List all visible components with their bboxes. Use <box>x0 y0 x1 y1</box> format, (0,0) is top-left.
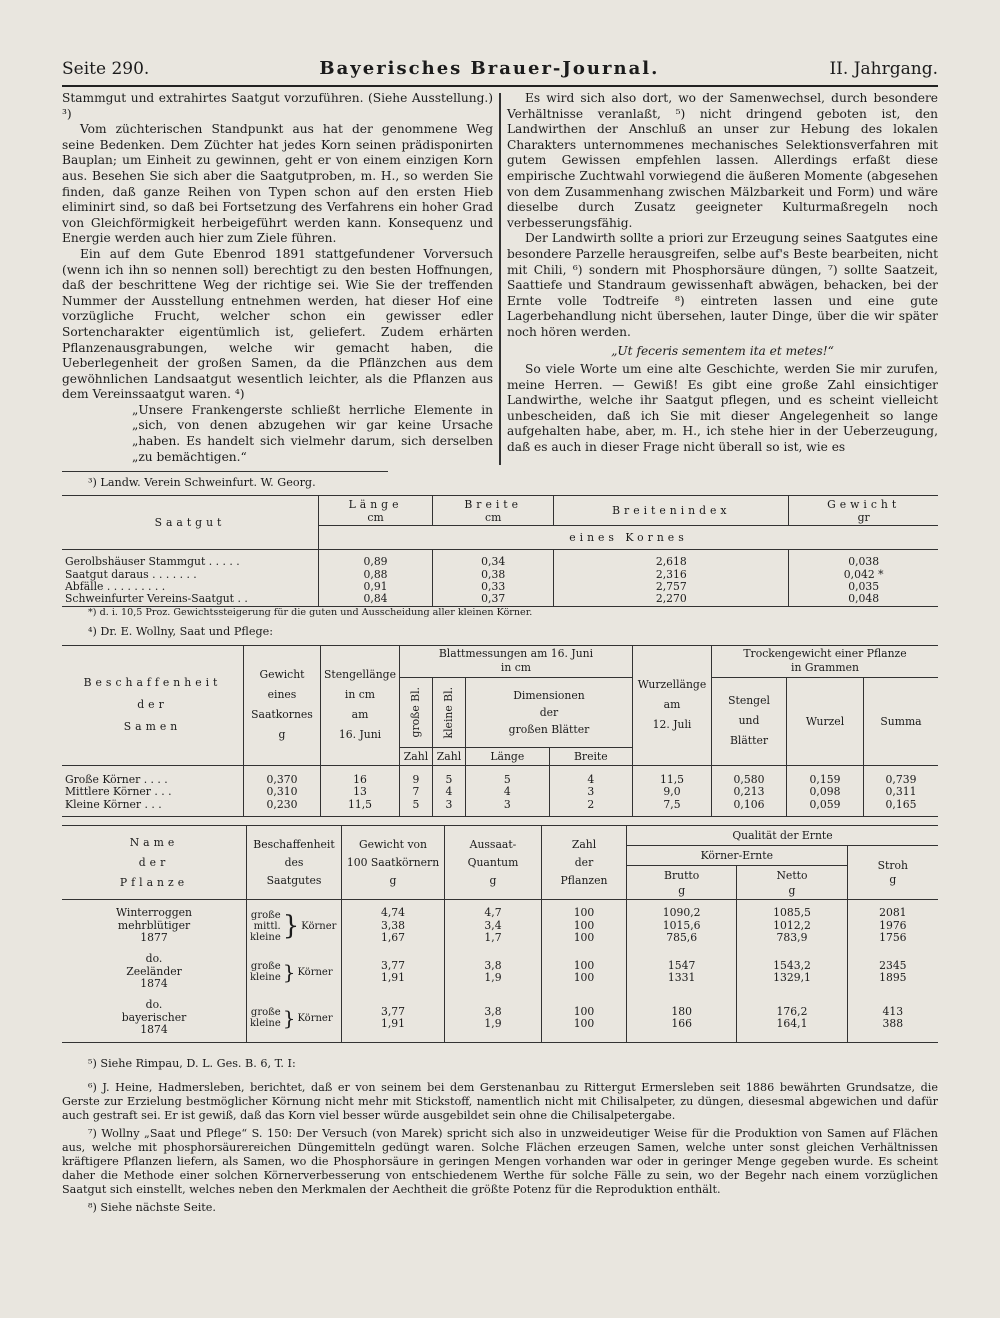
col-header-grosse-blaetter: große Bl. <box>399 677 432 747</box>
table-row: Große Körner . . . . 0,370 16 9 5 5 4 11,5 0,580 0,159 0,739 <box>62 774 938 786</box>
journal-title: Bayerisches Brauer-Journal. <box>319 58 660 79</box>
col-header-summa: Summa <box>864 677 939 765</box>
col-header-saatgut: Saatgut <box>62 496 319 550</box>
col-header-gewicht: Gewicht gr <box>789 496 938 526</box>
subheader-eines-kornes: eines Kornes <box>319 526 939 550</box>
table-row: Abfälle . . . . . . . . . 0,91 0,33 2,757 0,035 <box>62 581 938 593</box>
plant-name: Winterroggen mehrblütiger 1877 <box>115 906 193 945</box>
column-divider <box>499 93 501 465</box>
col-header-stengel-blaetter: Stengel und Blätter <box>712 677 787 765</box>
col-header-qualitaet: Qualität der Ernte <box>627 826 939 846</box>
col-header-brutto: Brutto g <box>627 866 737 900</box>
paragraph: Es wird sich also dort, wo der Samenwechsel, durch besondere Verhältnisse veranlaßt, ⁵) nicht dringend geboten ist, den Landwirthen der Anschluß an unser zur Hebung des lokalen Charakters unternommenes mechanisches Selektionsverfahren mit gutem Gewissen empfehlen lassen. Allerdings erfaßt diese empirische Zuchtwahl vorwiegend die äußeren Momente (abgesehen von dem Zusammenhang zwischen Mälzbarkeit und Form) und wäre dieselbe durch Zusatz geeigneter Kulturmaßregeln noch verbesserungsfähig. <box>506 91 938 230</box>
col-header-wurzellaenge: Wurzellänge am 12. Juli <box>633 645 712 765</box>
brace-icon: } <box>282 1006 296 1031</box>
table-row-group: do. Zeeländer 1874 große kleine } Körner 3,77 1,91 3,8 1,9 100 100 1547 1331 1543,2 1329,1 2345 1895 <box>62 952 938 992</box>
plant-name: do. Zeeländer 1874 <box>126 952 182 991</box>
col-header-netto: Netto g <box>737 866 847 900</box>
col-header-beschaffenheit: Beschaffenheit des Saatgutes <box>247 826 342 900</box>
col-header-blattmessungen: Blattmessungen am 16. Juni in cm <box>399 645 632 677</box>
wollny-seed-size-table <box>62 645 938 817</box>
seed-kind: große mittl. kleine} Körner <box>247 906 342 946</box>
brace-icon: } <box>282 911 300 942</box>
col-header-aussaat: Aussaat- Quantum g <box>445 826 542 900</box>
page-number: Seite 290. <box>62 59 150 79</box>
left-column <box>62 91 493 465</box>
col-header-zahl: Zahl <box>399 747 432 765</box>
footnote-4: ⁴) Dr. E. Wollny, Saat und Pflege: <box>88 624 274 638</box>
col-header-stroh: Stroh g <box>847 846 938 900</box>
right-column <box>507 91 938 465</box>
table-row: Saatgut daraus . . . . . . . 0,88 0,38 2,316 0,042 * <box>62 569 938 581</box>
col-header-laenge: Länge cm <box>319 496 433 526</box>
col-header-trockengewicht: Trockengewicht einer Pflanze in Grammen <box>712 645 939 677</box>
paragraph: Der Landwirth sollte a priori zur Erzeugung seines Saatgutes eine besondere Parzelle herausgreifen, selbe auf's Beste bearbeiten, nicht mit Chili, ⁶) sondern mit Phosphorsäure düngen, ⁷) sollte Saatzeit, Saattiefe und Standraum gewissenhaft abwägen, behacken, bei der Ernte volle Todtreife ⁸) eintreten lassen und eine gute Lagerbehandlung nicht übersehen, lauter Dinge, über die wir später noch hören werden. <box>506 231 938 339</box>
page-header <box>62 58 938 87</box>
col-header-breitenindex: Breitenindex <box>554 496 789 526</box>
col-header-wurzel: Wurzel <box>787 677 864 765</box>
seed-kind: große kleine } Körner <box>247 952 342 992</box>
table-row: Mittlere Körner . . . 0,310 13 7 4 4 3 9,0 0,213 0,098 0,311 <box>62 786 938 798</box>
col-header-name: Name der Pflanze <box>62 826 247 900</box>
footnote-8: ⁸) Siehe nächste Seite. <box>88 1201 216 1215</box>
two-column-text <box>62 91 938 465</box>
table-row: Kleine Körner . . . 0,230 11,5 5 3 3 2 7,5 0,106 0,059 0,165 <box>62 799 938 811</box>
col-header-laenge: Länge <box>465 747 549 765</box>
col-header-gewicht-100: Gewicht von 100 Saatkörnern g <box>342 826 445 900</box>
table1-note: *) d. i. 10,5 Proz. Gewichtssteigerung für die guten und Ausscheidung aller kleinen Körner. <box>88 606 533 618</box>
plant-name: do. bayerischer 1874 <box>121 998 187 1037</box>
table-row: Schweinfurter Vereins-Saatgut . . 0,84 0,37 2,270 0,048 <box>62 593 938 606</box>
col-header-koerner-ernte: Körner-Ernte <box>627 846 848 866</box>
brace-icon: } <box>282 960 296 985</box>
footnote-7: ⁷) Wollny „Saat und Pflege“ S. 150: Der Versuch (von Marek) spricht sich also in unzweideutiger Weise für die Produktion von Samen auf Flächen aus, welche mit phosphorsäurereichen Düngemitteln gedüngt waren. Solche Flächen erzeugen Samen, welche unter sonst gleichen Verhältnissen kräftigere Pflanzen liefern, als Samen, wo die Phosphorsäure in geringen Mengen vorhanden war oder in geringer Menge gegeben wurde. Es scheint daher die Methode einer solchen Körnerverbesserung von entschiedenem Werthe für solche Fälle zu sein, wo der Begehr nach einem vorzüglichen Saatgut sich einstellt, welches neben den Merkmalen der Aechtheit die größte Potenz für die Reproduktion enthält. <box>62 1127 938 1197</box>
paragraph: Vom züchterischen Standpunkt aus hat der genommene Weg seine Bedenken. Dem Züchter hat jedes Korn seinen prädisponirten Bauplan; um Einheit zu gewinnen, geht er von einem einzigen Korn aus. Besehen Sie sich aber die Saatgutproben, m. H., so werden Sie finden, daß ganze Reihen von Typen schon auf den ersten Hieb eliminirt sind, so daß bei Fortsetzung des Verfahrens ein hoher Grad von Gleichförmigkeit herbeigeführt werden kann. Konsequenz und Energie werden auch hier zum Ziele führen. <box>62 122 494 246</box>
table-row: Gerolbshäuser Stammgut . . . . . 0,89 0,34 2,618 0,038 <box>62 556 938 568</box>
footnote-6: ⁶) J. Heine, Hadmersleben, berichtet, daß er von seinem bei dem Gerstenanbau zu Rittergut Ermersleben seit 1886 bewährten Grundsatze, die Gerste zur Erzielung bestmöglicher Körnung nicht mehr mit Stickstoff, namentlich nicht mit Chilisalpeter, zu düngen, diesesmal abgewichen und dafür auch gestraft sei. Er ist gewiß, daß das Korn viel besser würde ausgebildet sein ohne die Chilisalpetergabe. <box>62 1081 938 1123</box>
bottom-footnotes <box>62 1057 938 1215</box>
col-header-breite: Breite <box>549 747 632 765</box>
col-header-dimensionen: Dimensionen der großen Blätter <box>465 677 632 747</box>
col-header-zahl-pflanzen: Zahl der Pflanzen <box>542 826 627 900</box>
footnote-5: ⁵) Siehe Rimpau, D. L. Ges. B. 6, T. I: <box>88 1057 296 1071</box>
seed-kind: große kleine } Körner <box>247 998 342 1038</box>
col-header-kleine-blaetter: kleine Bl. <box>432 677 465 747</box>
quote: „Unsere Frankengerste schließt herrliche Elemente in „sich, von denen abzugehen wir gar keine Ursache „haben. Es handelt sich vielmehr darum, sich derselben „zu bemächtigen.“ <box>132 402 494 464</box>
seed-measurement-table <box>62 495 938 607</box>
volume-label: II. Jahrgang. <box>829 59 938 79</box>
rimpau-harvest-table <box>62 825 938 1043</box>
col-header-breite: Breite cm <box>433 496 554 526</box>
table-row-group: do. bayerischer 1874 große kleine } Körner 3,77 1,91 3,8 1,9 100 100 180 166 176,2 164,1 413 388 <box>62 998 938 1038</box>
col-header-zahl: Zahl <box>432 747 465 765</box>
paragraph: Stammgut und extrahirtes Saatgut vorzuführen. (Siehe Ausstellung.) ³) <box>62 91 494 121</box>
latin-quote: „Ut feceris sementem ita et metes!“ <box>611 343 834 358</box>
paragraph: Ein auf dem Gute Ebenrod 1891 stattgefundener Vorversuch (wenn ich ihn so nennen soll) berechtigt zu den besten Hoffnungen, daß der beschrittene Weg der richtige sei. Wie Sie der treffenden Nummer der Ausstellung entnehmen werden, hat dieser Hof eine vorzügliche Frucht, welcher schon ein gewisser edler Sortencharakter eigentümlich ist, geliefert. Zudem erhärten Pflanzenausgrabungen, welche wir gemacht haben, die Ueberlegenheit der großen Samen, da die Pflänzchen aus dem gewöhnlichen Landsaatgut wesentlich leichter, als die Pflanzen aus dem Vereinssaatgut waren. ⁴) <box>62 246 494 402</box>
table-row-group: Winterroggen mehrblütiger 1877 große mittl. kleine} Körner 4,74 3,38 1,67 4,7 3,4 1,7 100 100 100 1090,2 1015,6 785,6 1085,5 1012,2 783,9 2081 1976 1756 <box>62 906 938 946</box>
paragraph: So viele Worte um eine alte Geschichte, werden Sie mir zurufen, meine Herren. — Gewiß! Es gibt eine große Zahl einsichtiger Landwirthe, welche ihr Saatgut pflegen, und es scheint vielleicht unbescheiden, daß ich Sie mit dieser Angelegenheit so lange aufgehalten habe, aber, m. H., ich stehe hier in der Ueberzeugung, daß es auch in dieser Frage nicht überall so ist, wie es <box>506 362 938 455</box>
col-header-stengellaenge: Stengellänge in cm am 16. Juni <box>321 645 400 765</box>
col-header-beschaffenheit: Beschaffenheit der Samen <box>62 645 244 765</box>
col-header-gewicht: Gewicht eines Saatkornes g <box>244 645 321 765</box>
footnote-3: ³) Landw. Verein Schweinfurt. W. Georg. <box>62 471 388 490</box>
